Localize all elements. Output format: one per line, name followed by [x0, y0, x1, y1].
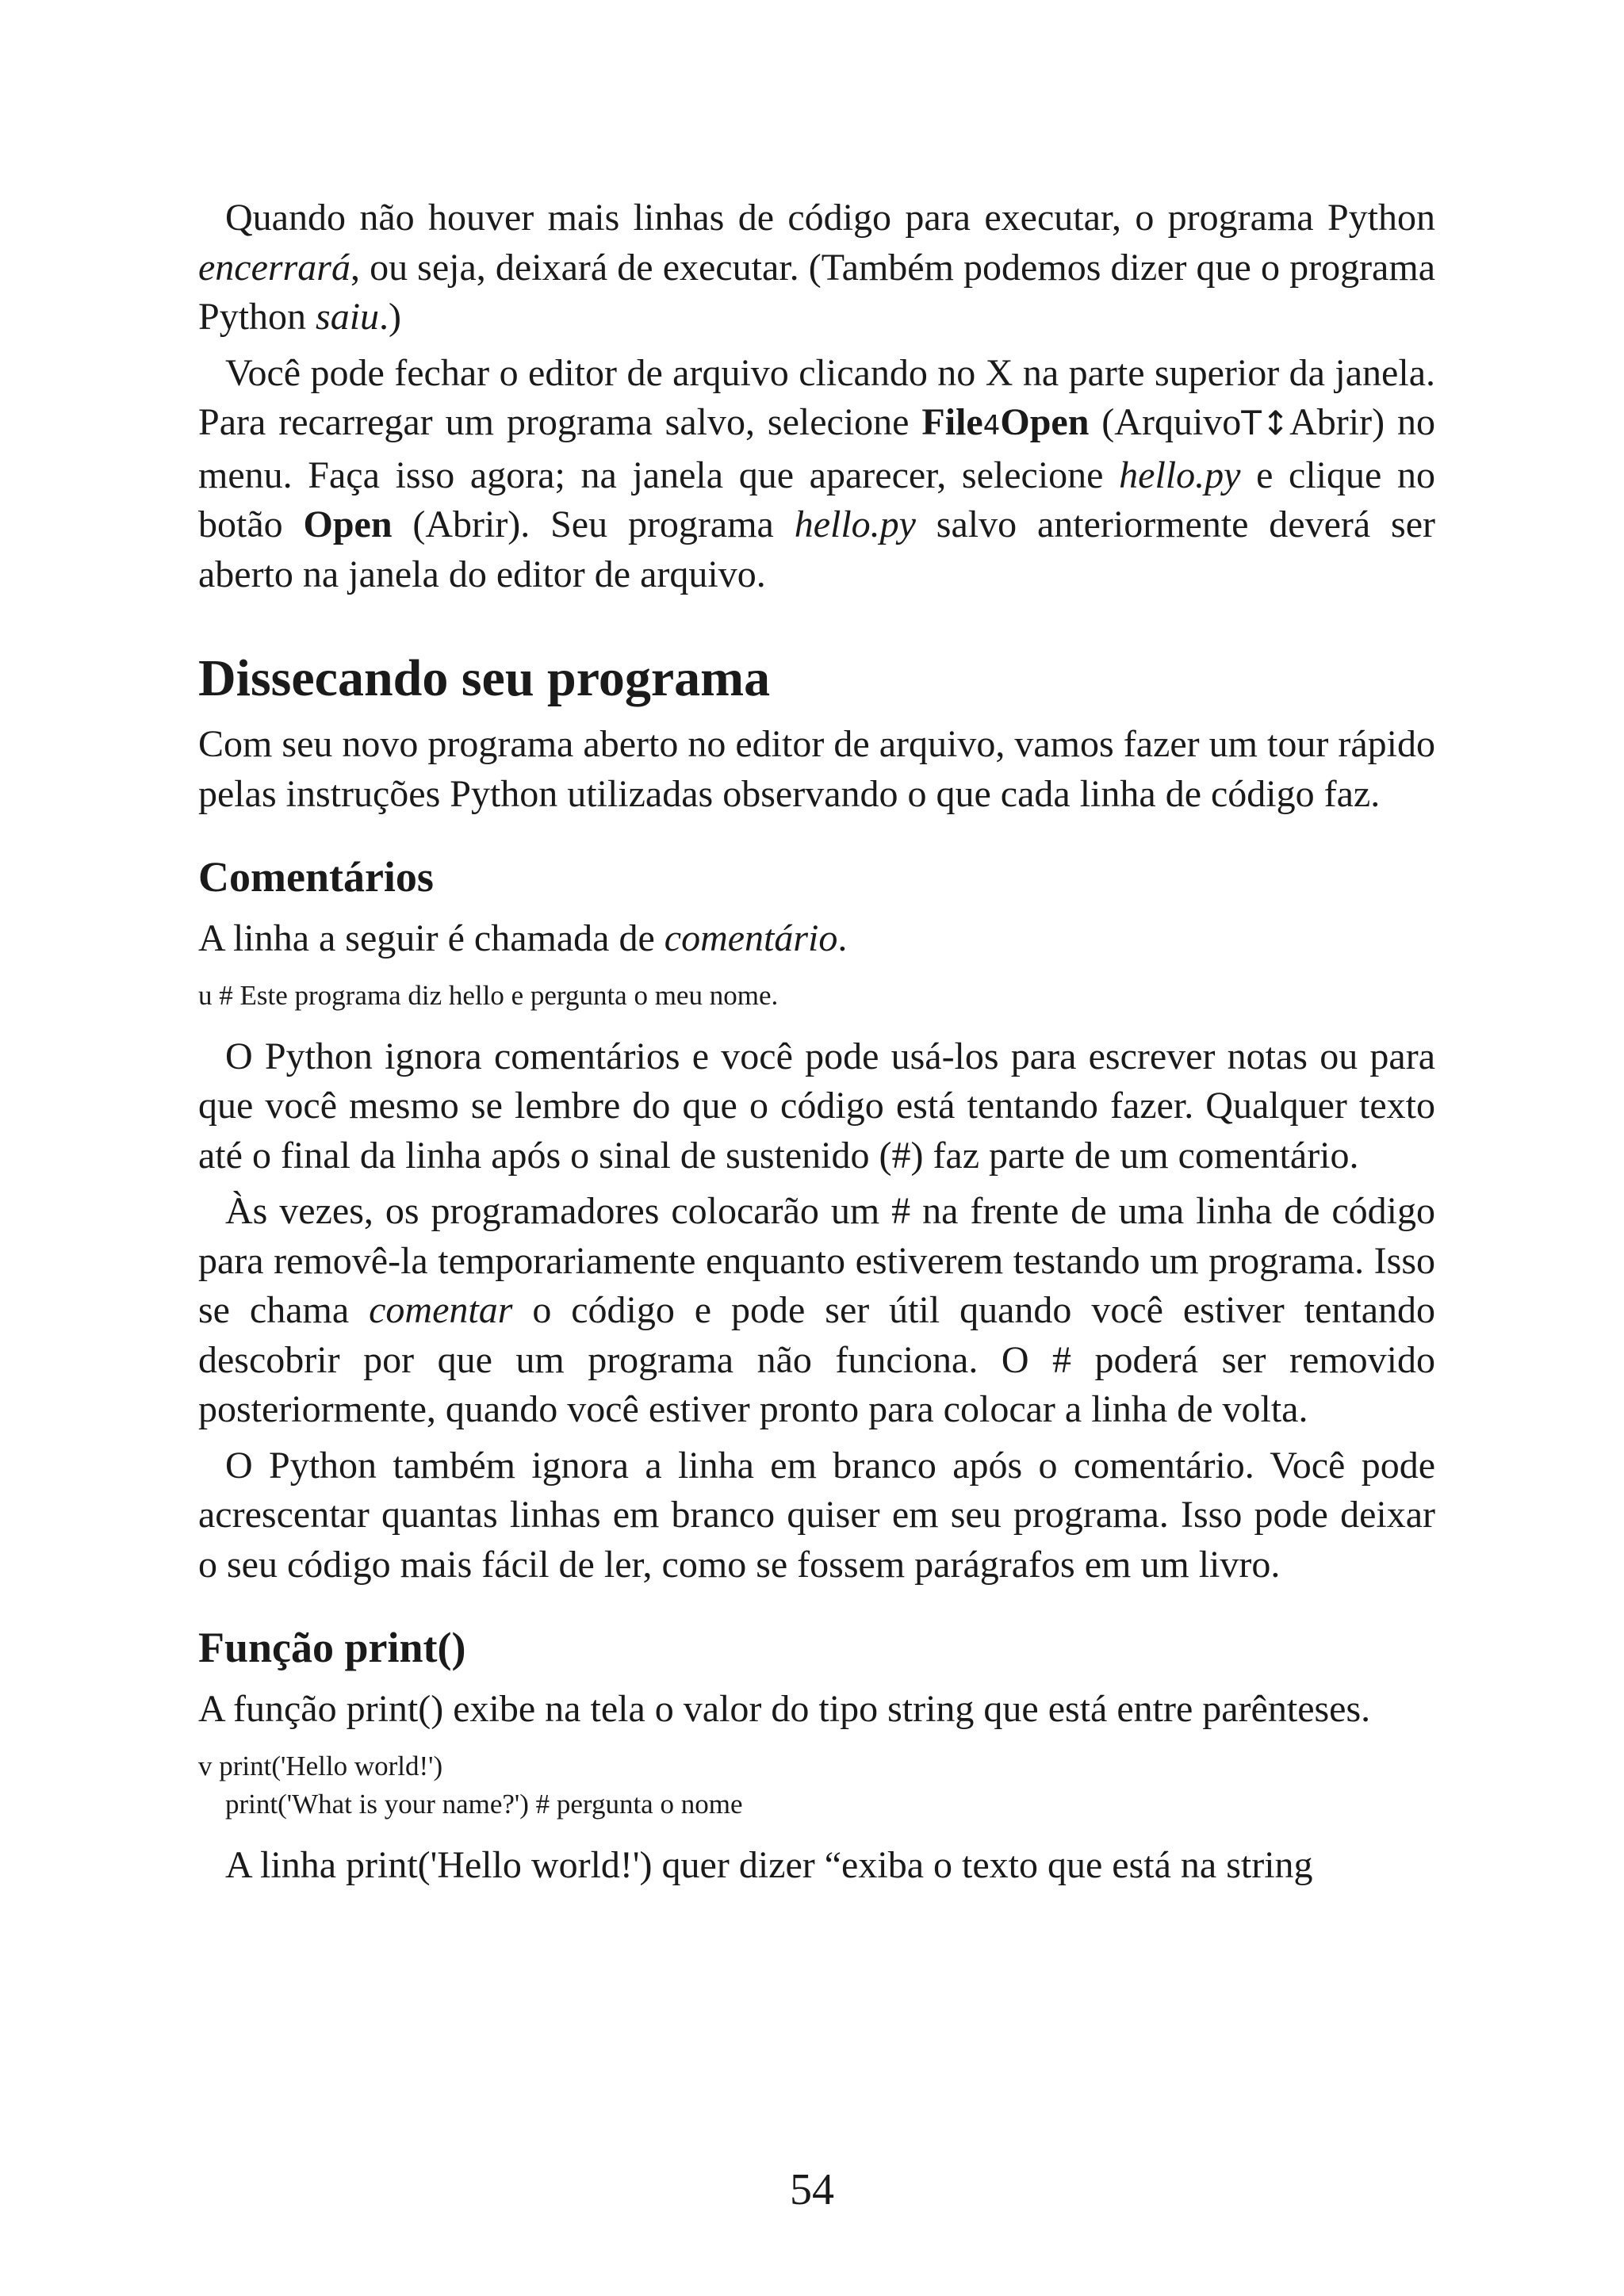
text-run: (Arquivo	[1089, 401, 1242, 443]
text-run: , ou seja, deixará de executar. (Também podemos dizer que o programa Python	[198, 246, 1435, 338]
paragraph-program-exit	[198, 193, 1435, 342]
page-number: 54	[790, 2165, 834, 2214]
code-listing-print	[198, 1747, 1435, 1823]
text-run: o código e pode ser útil quando você estiver tentando descobrir por que um programa não funciona. O # poderá ser removido posteriormente, quando você estiver pronto para colocar a linha de volta.	[198, 1289, 1436, 1430]
subsection-heading-print: Função print()	[198, 1624, 466, 1671]
text-run: salvo anteriormente deverá ser aberto na janela do editor de arquivo.	[198, 503, 1436, 595]
subsection-heading-comentarios: Comentários	[198, 853, 434, 901]
text-run: Às vezes, os programadores colocarão um # na frente de uma linha de código para removê-la temporariamente enquanto estiverem testando um programa. Isso se chama	[198, 1190, 1435, 1331]
section-heading-dissecando: Dissecando seu programa	[198, 649, 771, 707]
emphasis-filename: hello.py	[1119, 453, 1241, 496]
menu-separator-glyph: 4	[982, 410, 1001, 442]
text-run: e clique no botão	[198, 453, 1435, 545]
code-line: v print('Hello world!')	[198, 1750, 443, 1781]
text-run: (Abrir). Seu programa	[392, 503, 795, 545]
menu-label-open: Open	[1000, 401, 1090, 443]
text-run: Quando não houver mais linhas de código para executar, o programa Python	[225, 197, 1435, 239]
paragraph-comment-intro	[198, 914, 1435, 964]
emphasis-encerrara: encerrará	[198, 246, 350, 289]
text-run: .)	[379, 296, 402, 338]
paragraph-python-ignores-comments: O Python ignora comentários e você pode usá-los para escrever notas ou para que você mesmo se lembre do que o código está tentando fazer. Qualquer texto até o final da linha após o sinal de sustenido (#) faz parte de um comentário.	[198, 1035, 1435, 1177]
emphasis-comentar: comentar	[369, 1289, 513, 1331]
paragraph-reload-program	[198, 349, 1435, 600]
code-line: print('What is your name?') # pergunta o nome	[225, 1788, 743, 1820]
button-label-open: Open	[303, 503, 393, 545]
text-run: Você pode fechar o editor de arquivo clicando no X na parte superior da janela. Para recarregar um programa salvo, selecione	[198, 351, 1435, 443]
paragraph-print-explanation: A linha print('Hello world!') quer dizer “exiba o texto que está na string	[225, 1843, 1313, 1886]
page-body	[198, 193, 1435, 1890]
menu-label-file: File	[921, 401, 983, 443]
emphasis-comentario: comentário	[664, 917, 838, 959]
text-run: A linha a seguir é chamada de	[198, 917, 665, 959]
text-run: Abrir) no menu. Faça isso agora; na janela que aparecer, selecione	[198, 401, 1436, 496]
code-listing-comment: u # Este programa diz hello e pergunta o meu nome.	[198, 979, 779, 1011]
paragraph-tour-intro: Com seu novo programa aberto no editor de arquivo, vamos fazer um tour rápido pelas instruções Python utilizadas observando o que cada linha de código faz.	[198, 723, 1435, 815]
emphasis-saiu: saiu	[316, 296, 380, 338]
menu-separator-glyph: T↕	[1241, 404, 1290, 442]
emphasis-filename: hello.py	[794, 503, 916, 545]
paragraph-commenting-out	[198, 1187, 1435, 1435]
paragraph-print-intro: A função print() exibe na tela o valor do tipo string que está entre parênteses.	[198, 1688, 1371, 1730]
text-run: .	[837, 917, 848, 959]
paragraph-blank-lines: O Python também ignora a linha em branco após o comentário. Você pode acrescentar quantas linhas em branco quiser em seu programa. Isso pode deixar o seu código mais fácil de ler, como se fossem parágrafos em um livro.	[198, 1444, 1435, 1586]
